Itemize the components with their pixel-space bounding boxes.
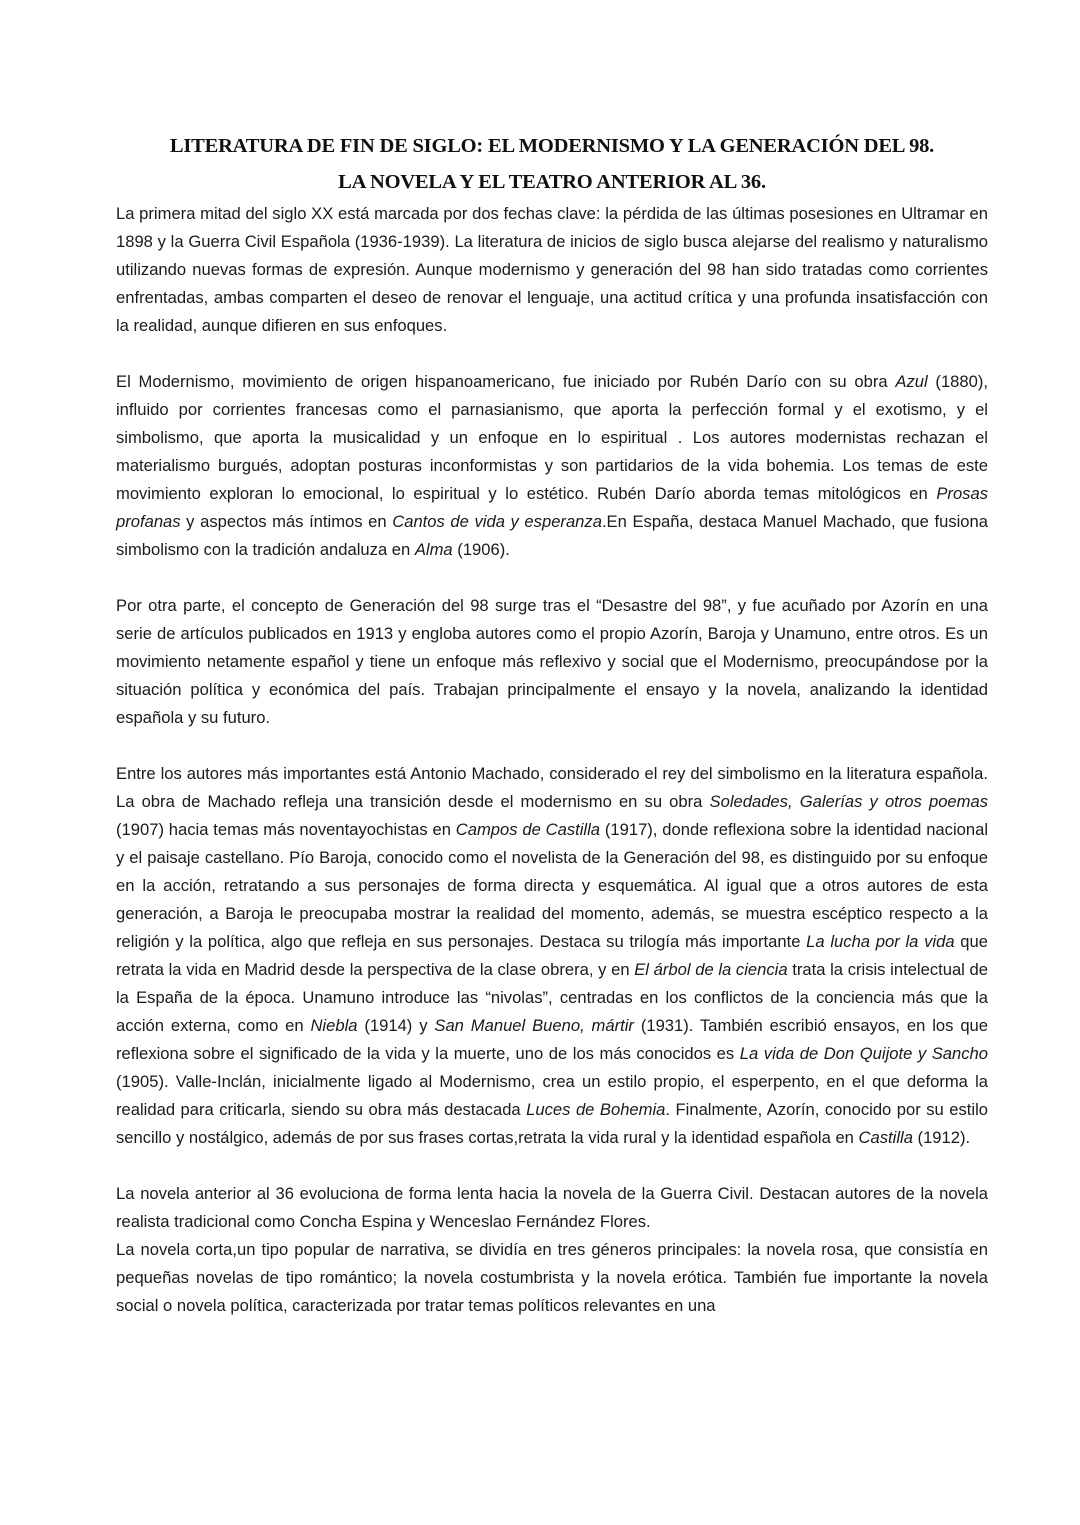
paragraph-intro: La primera mitad del siglo XX está marcada por dos fechas clave: la pérdida de las últimas posesiones en Ultramar en 1898 y la Guerra Civil Española (1936-1939). La literatura de inicios de siglo busca alejarse del realismo y naturalismo utilizando nuevas formas de expresión. Aunque modernismo y generación del 98 han sido tratadas como corrientes enfrentadas, ambas comparten el deseo de renovar el lenguaje, una actitud crítica y una profunda insatisfacción con la realidad, aunque difieren en sus enfoques. [116,204,988,335]
paragraph-autores: Entre los autores más importantes está Antonio Machado, considerado el rey del simbolismo en la literatura española. La obra de Machado refleja una transición desde el modernismo en su obra Soledades, Galerías y otros poemas (1907) hacia temas más noventayochistas en Campos de Castilla (1917), donde reflexiona sobre la identidad nacional y el paisaje castellano. Pío Baroja, conocido como el novelista de la Generación del 98, es distinguido por su enfoque en la acción, retratando a sus personajes de forma directa y esquemática. Al igual que a otros autores de esta generación, a Baroja le preocupaba mostrar la realidad del momento, además, se muestra escéptico respecto a la religión y la política, algo que refleja en sus personajes. Destaca su trilogía más importante La lucha por la vida que retrata la vida en Madrid desde la perspectiva de la clase obrera, y en El árbol de la ciencia trata la crisis intelectual de la España de la época. Unamuno introduce las “nivolas”, centradas en los conflictos de la conciencia más que la acción externa, como en Niebla (1914) y San Manuel Bueno, mártir (1931). También escribió ensayos, en los que reflexiona sobre el significado de la vida y la muerte, uno de los más conocidos es La vida de Don Quijote y Sancho (1905). Valle-Inclán, inicialmente ligado al Modernismo, crea un estilo propio, el esperpento, en el que deforma la realidad para criticarla, siendo su obra más destacada Luces de Bohemia. Finalmente, Azorín, conocido por su estilo sencillo y nostálgico, además de por sus frases cortas,retrata la vida rural y la identidad española en Castilla (1912). [116,764,989,1147]
title-line-2: LA NOVELA Y EL TEATRO ANTERIOR AL 36. [338,171,766,193]
title-line-1: LITERATURA DE FIN DE SIGLO: EL MODERNISMO Y LA GENERACIÓN DEL 98. [169,135,935,157]
paragraph-novela-corta: La novela corta,un tipo popular de narrativa, se dividía en tres géneros principales: la novela rosa, que consistía en pequeñas novelas de tipo romántico; la novela costumbrista y la novela erótica. También fue importante la novela social o novela política, caracterizada por tratar temas políticos relevantes en una [116,1240,988,1315]
work-title: Campos de Castilla [455,820,601,839]
work-title: Castilla [858,1128,913,1147]
work-title: Azul [895,372,928,391]
work-title: Soledades, Galerías y otros poemas [709,792,988,811]
paragraph-novela-anterior: La novela anterior al 36 evoluciona de forma lenta hacia la novela de la Guerra Civil. Destacan autores de la novela realista tradicional como Concha Espina y Wenceslao Fernández Flores. [116,1184,988,1231]
work-title: Alma [414,540,453,559]
page-title [116,128,988,200]
work-title: Cantos de vida y esperanza [392,512,602,531]
work-title: San Manuel Bueno, mártir [434,1016,634,1035]
work-title: La lucha por la vida [806,932,955,951]
work-title: El árbol de la ciencia [634,960,788,979]
paragraph-modernismo: El Modernismo, movimiento de origen hispanoamericano, fue iniciado por Rubén Darío con su obra Azul (1880), influido por corrientes francesas como el parnasianismo, que aporta la perfección formal y el exotismo, y el simbolismo, que aporta la musicalidad y un enfoque en lo espiritual . Los autores modernistas rechazan el materialismo burgués, adoptan posturas inconformistas y son partidarios de la vida bohemia. Los temas de este movimiento exploran lo emocional, lo espiritual y lo estético. Rubén Darío aborda temas mitológicos en Prosas profanas y aspectos más íntimos en Cantos de vida y esperanza.En España, destaca Manuel Machado, que fusiona simbolismo con la tradición andaluza en Alma (1906). [116,372,989,559]
work-title: La vida de Don Quijote y Sancho [739,1044,988,1063]
paragraph-generacion-98: Por otra parte, el concepto de Generación del 98 surge tras el “Desastre del 98”, y fue acuñado por Azorín en una serie de artículos publicados en 1913 y engloba autores como el propio Azorín, Baroja y Unamuno, entre otros. Es un movimiento netamente español y tiene un enfoque más reflexivo y social que el Modernismo, preocupándose por la situación política y económica del país. Trabajan principalmente el ensayo y la novela, analizando la identidad española y su futuro. [116,596,988,727]
work-title: Prosas profanas [116,484,988,531]
work-title: Niebla [310,1016,358,1035]
work-title: Luces de Bohemia [526,1100,666,1119]
document-page [116,128,988,1320]
